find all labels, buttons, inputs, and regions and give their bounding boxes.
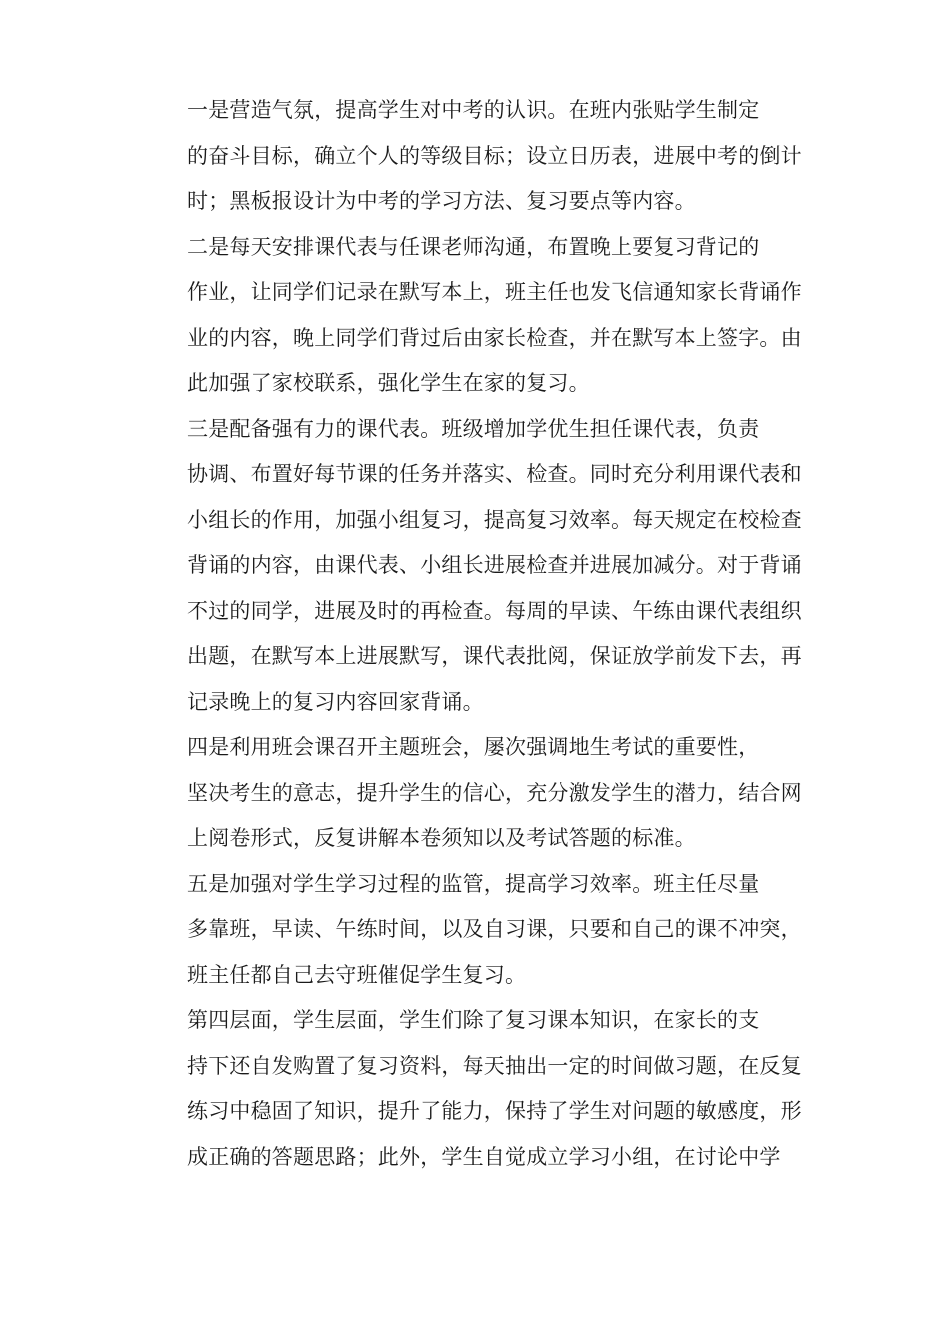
text-line: 第四层面，学生层面，学生们除了复习课本知识，在家长的支 [187,1008,760,1032]
paragraph-5 [145,862,802,999]
text-line: 上阅卷形式，反复讲解本卷须知以及考试答题的标准。 [187,826,696,850]
paragraph-2 [145,225,802,407]
text-line: 一是营造气氛，提高学生对中考的认识。在班内张贴学生制定 [187,98,760,122]
paragraph-1 [145,88,802,225]
paragraph-3 [145,407,802,726]
text-line: 协调、布置好每节课的任务并落实、检查。同时充分利用课代表和 [187,462,802,486]
text-line: 记录晚上的复习内容回家背诵。 [187,689,484,714]
text-line: 时；黑板报设计为中考的学习方法、复习要点等内容。 [187,189,696,213]
text-line: 二是每天安排课代表与任课老师沟通，布置晚上要复习背记的 [187,234,760,259]
text-line: 四是利用班会课召开主题班会，屡次强调地生考试的重要性， [187,735,760,759]
text-line: 不过的同学，进展及时的再检查。每周的早读、午练由课代表组织 [187,598,802,623]
text-line: 成正确的答题思路；此外，学生自觉成立学习小组，在讨论中学 [187,1144,781,1169]
text-line: 练习中稳固了知识，提升了能力，保持了学生对问题的敏感度，形 [187,1099,802,1123]
text-line: 背诵的内容，由课代表、小组长进展检查并进展加减分。对于背诵 [187,553,802,577]
text-line: 出题，在默写本上进展默写，课代表批阅，保证放学前发下去，再 [187,644,802,668]
paragraph-6 [145,998,802,1180]
text-line: 此加强了家校联系，强化学生在家的复习。 [187,371,590,395]
text-line: 三是配备强有力的课代表。班级增加学优生担任课代表，负责 [187,416,760,441]
text-line: 作业，让同学们记录在默写本上，班主任也发飞信通知家长背诵作 [187,280,802,304]
text-line: 小组长的作用，加强小组复习，提高复习效率。每天规定在校检查 [187,507,802,532]
text-line: 业的内容，晚上同学们背过后由家长检查，并在默写本上签字。由 [187,325,802,350]
text-line: 班主任都自己去守班催促学生复习。 [187,962,527,987]
document-body [145,88,802,1180]
text-line: 坚决考生的意志，提升学生的信心，充分激发学生的潜力，结合网 [187,780,802,805]
text-line: 的奋斗目标，确立个人的等级目标；设立日历表，进展中考的倒计 [187,143,802,168]
text-line: 五是加强对学生学习过程的监管，提高学习效率。班主任尽量 [187,871,760,896]
paragraph-4 [145,725,802,862]
text-line: 多靠班，早读、午练时间，以及自习课，只要和自己的课不冲突， [187,917,802,941]
text-line: 持下还自发购置了复习资料，每天抽出一定的时间做习题，在反复 [187,1053,802,1078]
